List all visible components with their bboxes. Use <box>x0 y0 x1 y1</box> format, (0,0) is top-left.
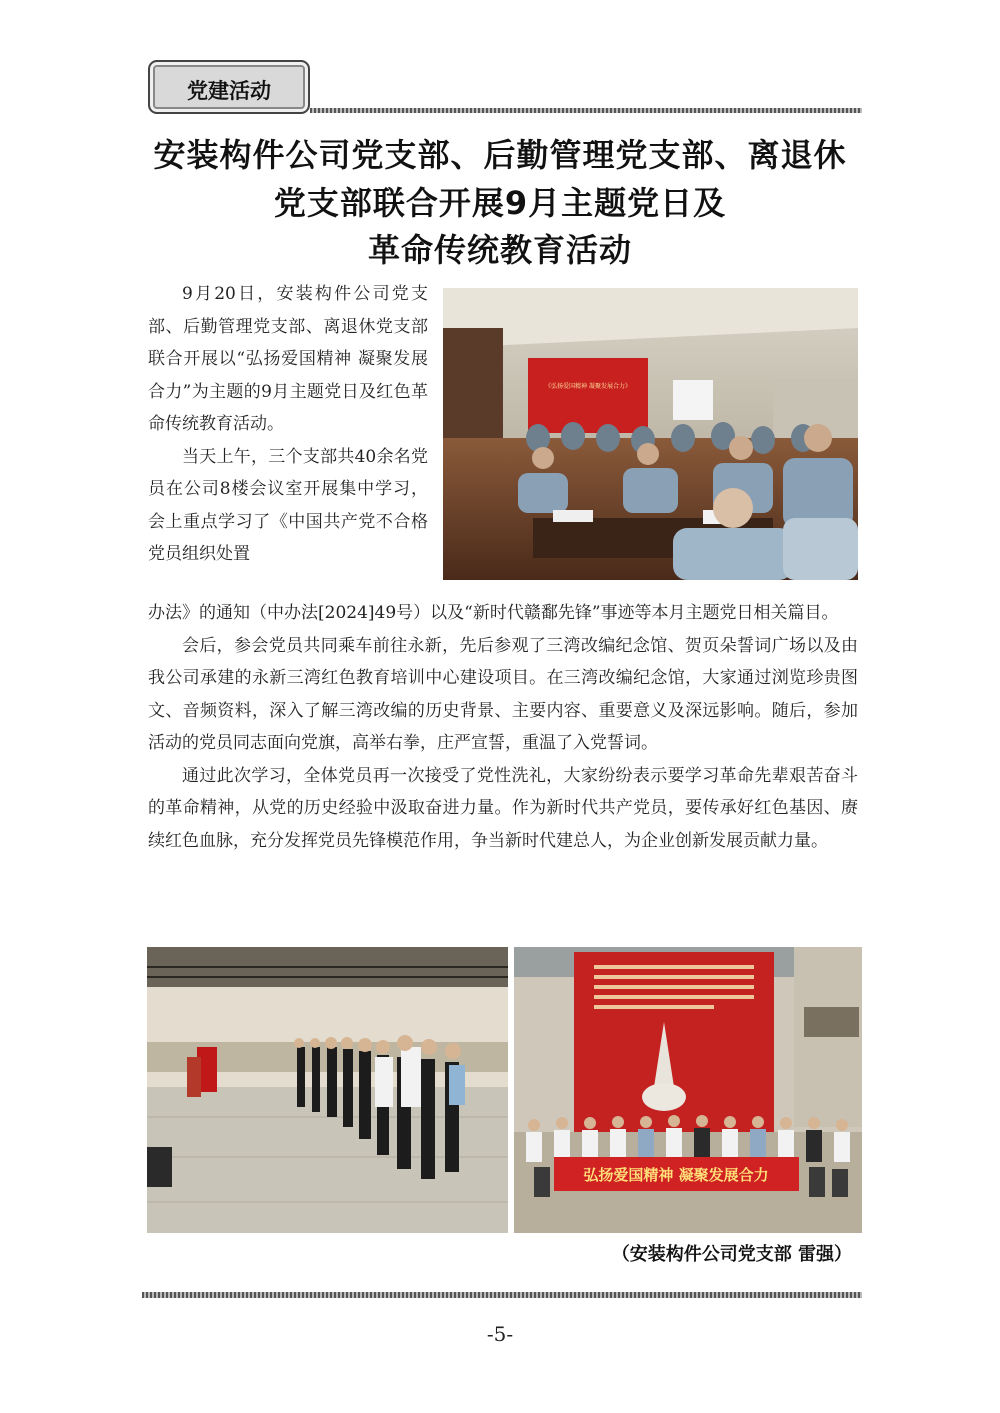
page-number: -5- <box>486 1322 514 1346</box>
meeting-photo <box>443 288 858 580</box>
section-tag <box>148 60 310 114</box>
paragraph-3: 会后，参会党员共同乘车前往永新，先后参观了三湾改编纪念馆、贺页朵誓词广场以及由我公司承建的永新三湾红色教育培训中心建设项目。在三湾改编纪念馆，大家通过浏览珍贵图文、音频资料，深入了解三湾改编的历史背景、主要内容、重要意义及深远影响。随后，参加活动的党员同志面向党旗，高举右拳，庄严宣誓，重温了入党誓词。 <box>148 635 858 753</box>
article-column-text <box>148 278 428 571</box>
section-tag-label: 党建活动 <box>187 79 271 103</box>
group-photo-image <box>514 947 862 1233</box>
group-banner-text: 弘扬爱国精神 凝聚发展合力 <box>583 1166 769 1184</box>
header-rule <box>310 108 862 113</box>
article-title-line-3: 革命传统教育活动 <box>367 231 632 269</box>
article-body-text <box>148 597 858 857</box>
article-title-line-1: 安装构件公司党支部、后勤管理党支部、离退休 <box>153 136 847 174</box>
article-title-line-2: 党支部联合开展9月主题党日及 <box>273 184 727 222</box>
paragraph-2-part-1: 当天上午，三个支部共40余名党员在公司8楼会议室开展集中学习，会上重点学习了《中国共产党不合格党员组织处置 <box>148 446 428 564</box>
oath-photo-image <box>147 947 508 1233</box>
oath-photo <box>147 947 508 1233</box>
paragraph-2-part-2: 办法》的通知（中办法[2024]49号）以及“新时代赣鄱先锋”事迹等本月主题党日相关篇目。 <box>148 603 839 623</box>
footer-rule <box>142 1292 862 1298</box>
paragraph-4: 通过此次学习，全体党员再一次接受了党性洗礼，大家纷纷表示要学习革命先辈艰苦奋斗的革命精神，从党的历史经验中汲取奋进力量。作为新时代共产党员，要传承好红色基因、赓续红色血脉，充分发挥党员先锋模范作用，争当新时代建总人，为企业创新发展贡献力量。 <box>148 765 858 851</box>
group-photo <box>514 947 862 1233</box>
meeting-photo-image <box>443 288 858 580</box>
meeting-screen-text: 《弘扬爱国精神 凝聚发展合力》 <box>545 383 631 390</box>
paragraph-1: 9月20日，安装构件公司党支部、后勤管理党支部、离退休党支部联合开展以“弘扬爱国精神 凝聚发展合力”为主题的9月主题党日及红色革命传统教育活动。 <box>148 284 428 434</box>
photo-caption: （安装构件公司党支部 雷强） <box>611 1244 852 1265</box>
